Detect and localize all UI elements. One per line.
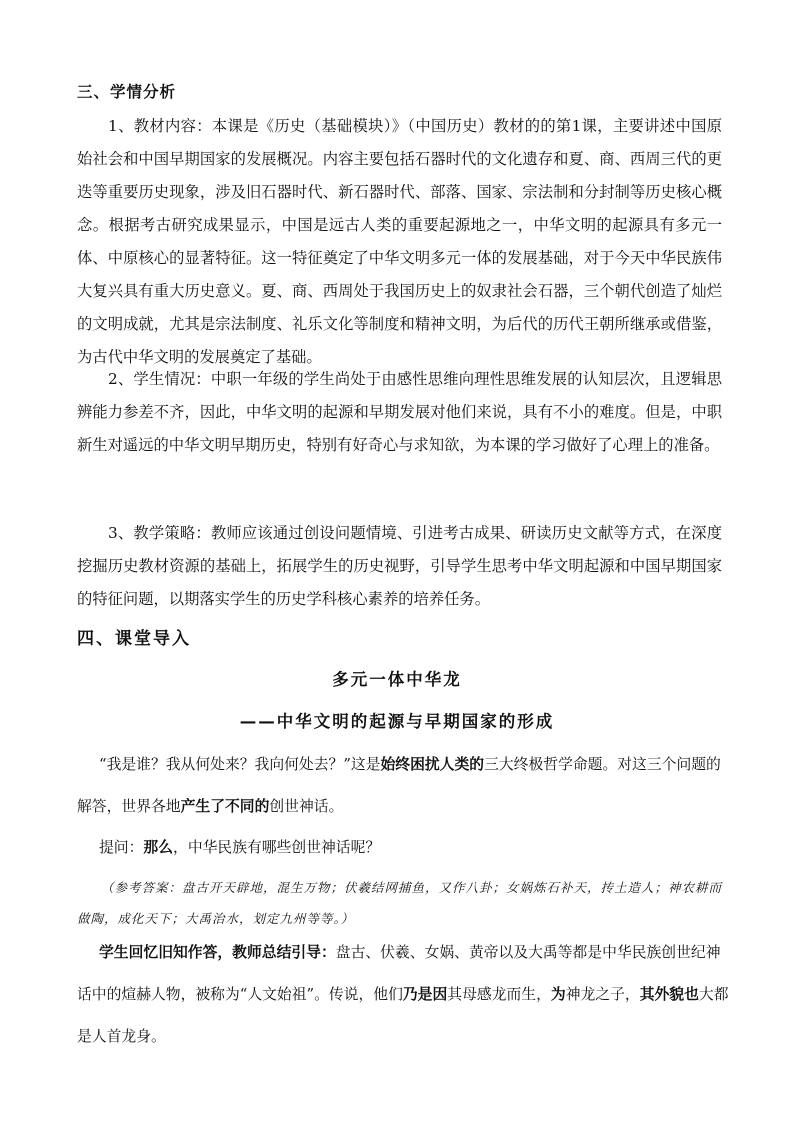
section-heading-class-introduction: 四、课堂导入 bbox=[77, 629, 191, 649]
summary-bold-4: 其外貌也 bbox=[639, 986, 699, 1003]
intro-bold-2: 产生了不同的 bbox=[180, 798, 270, 815]
summary-bold-2: 乃是因 bbox=[402, 986, 448, 1003]
summary-bold-1: 学生回忆旧知作答，教师总结引导： bbox=[99, 944, 336, 961]
intro-text-1: “我是谁？我从何处来？我向何处去？”这是 bbox=[99, 756, 381, 773]
summary-text-3: 神龙之子， bbox=[565, 986, 640, 1003]
intro-paragraph bbox=[77, 744, 727, 828]
summary-text-2: 其母感龙而生， bbox=[447, 986, 551, 1003]
intro-text-3: 创世神话。 bbox=[269, 798, 344, 815]
intro-bold-1: 始终困扰人类的 bbox=[380, 756, 485, 773]
question-line bbox=[99, 836, 380, 857]
paragraph-teaching-strategy: 3、教学策略：教师应该通过创设问题情境、引进考古成果、研读历史文献等方式，在深度挖掘历史教材资源的基础上，拓展学生的历史视野，引导学生思考中华文明起源和中国早期国家的特征问题，以期落实学生的历史学科核心素养的培养任务。 bbox=[77, 524, 722, 608]
reference-answer: （参考答案：盘古开天辟地，混生万物；伏羲结网捕鱼，又作八卦；女娲炼石补天，抟土造人；神农耕而做陶，成化天下；大禹治水，划定九州等等。） bbox=[77, 880, 723, 926]
intro-text-2: 三大终极哲学命题。对这三个问题的解答，世界各地 bbox=[77, 756, 721, 815]
summary-bold-3: 为 bbox=[550, 986, 566, 1003]
lesson-title: 多元一体中华龙 bbox=[332, 670, 462, 689]
section-heading-learning-analysis: 三、学情分析 bbox=[77, 83, 177, 101]
summary-paragraph bbox=[77, 932, 732, 1058]
question-text: ，中华民族有哪些创世神话呢？ bbox=[173, 839, 381, 856]
summary-text-1: 盘古、伏羲、女娲、黄帝以及大禹等都是中华民族创世纪神话中的煊赫人物，被称为“人文始祖”。传说，他们 bbox=[77, 944, 721, 1003]
question-label: 提问： bbox=[99, 839, 144, 856]
question-bold: 那么 bbox=[143, 839, 174, 856]
summary-text-4: 大都是人首龙身。 bbox=[77, 986, 729, 1045]
paragraph-student-situation: 2、学生情况：中职一年级的学生尚处于由感性思维向理性思维发展的认知层次，且逻辑思辨能力参差不齐，因此，中华文明的起源和早期发展对他们来说，具有不小的难度。但是，中职新生对遥远的中华文明早期历史，特别有好奇心与求知欲，为本课的学习做好了心理上的准备。 bbox=[77, 370, 722, 454]
paragraph-textbook-content: 1、教材内容：本课是《历史（基础模块）》（中国历史）教材的的第1课，主要讲述中国原始社会和中国早期国家的发展概况。内容主要包括石器时代的文化遗存和夏、商、西周三代的更迭等重要历史现象，涉及旧石器时代、新石器时代、部落、国家、宗法制和分封制等历史核心概念。根据考古研究成果显示，中国是远古人类的重要起源地之一，中华文明的起源具有多元一体、中原核心的显著特征。这一特征奠定了中华文明多元一体的发展基础，对于今天中华民族伟大复兴具有重大历史意义。夏、商、西周处于我国历史上的奴隶社会石器，三个朝代创造了灿烂的文明成就，尤其是宗法制度、礼乐文化等制度和精神文明，为后代的历代王朝所继承或借鉴，为古代中华文明的发展奠定了基础。 bbox=[77, 117, 722, 366]
lesson-subtitle: ——中华文明的起源与早期国家的形成 bbox=[239, 712, 555, 731]
